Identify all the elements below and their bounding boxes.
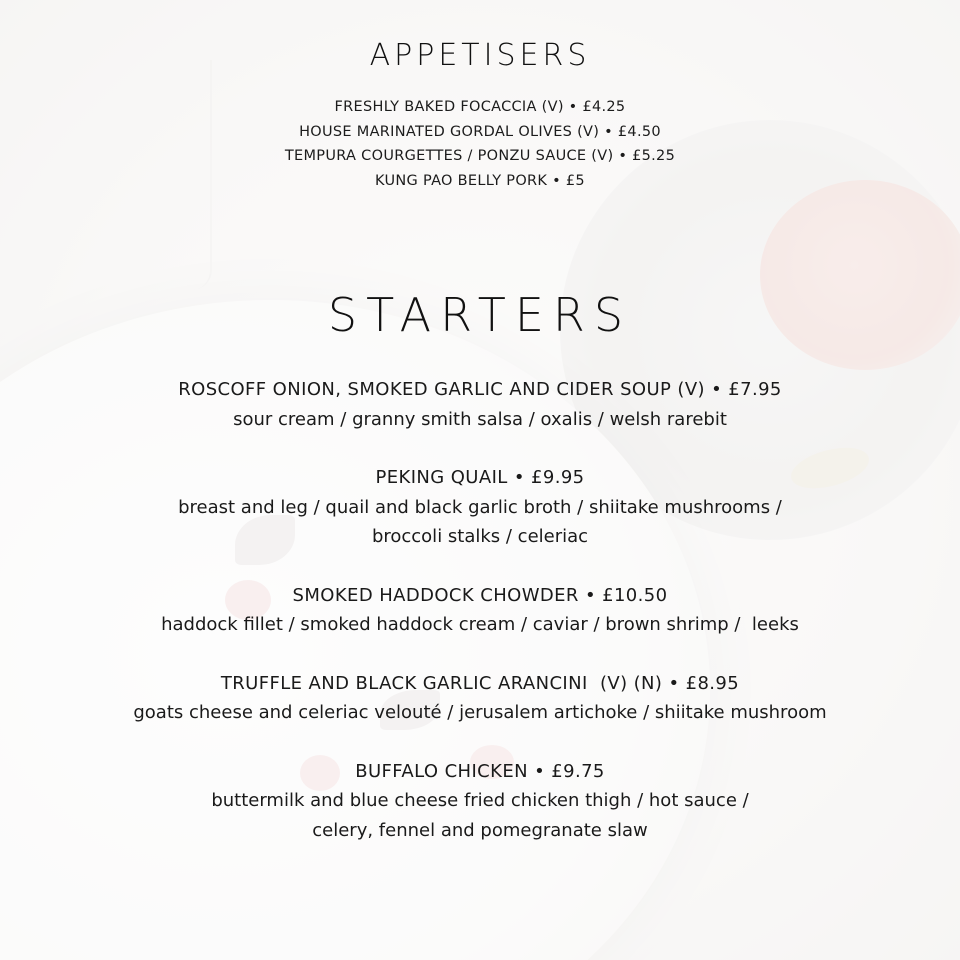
starter-description: haddock fillet / smoked haddock cream / caviar / brown shrimp / leeks [161, 614, 799, 635]
starter-name: PEKING QUAIL • £9.95 [375, 467, 585, 488]
appetiser-item: KUNG PAO BELLY PORK • £5 [375, 172, 585, 189]
starter-description: goats cheese and celeriac velouté / jerusalem artichoke / shiitake mushroom [133, 702, 827, 723]
starter-item [0, 669, 960, 728]
starter-name: BUFFALO CHICKEN • £9.75 [355, 760, 605, 782]
starter-item [0, 581, 960, 640]
starter-item [0, 757, 960, 846]
appetiser-item: TEMPURA COURGETTES / PONZU SAUCE (V) • £5.25 [284, 148, 676, 164]
starter-description: sour cream / granny smith salsa / oxalis / welsh rarebit [233, 408, 727, 430]
appetisers-list [0, 95, 960, 193]
starter-description: broccoli stalks / celeriac [371, 526, 589, 547]
starters-list [0, 375, 960, 874]
starter-item [0, 375, 960, 434]
starter-name: SMOKED HADDOCK CHOWDER • £10.50 [292, 584, 668, 606]
appetiser-item: FRESHLY BAKED FOCACCIA (V) • £4.25 [334, 99, 626, 115]
starter-description: breast and leg / quail and black garlic broth / shiitake mushrooms / [178, 496, 782, 518]
starter-description: celery, fennel and pomegranate slaw [312, 819, 648, 841]
appetiser-item: HOUSE MARINATED GORDAL OLIVES (V) • £4.50 [299, 123, 661, 140]
starter-description: buttermilk and blue cheese fried chicken thigh / hot sauce / [211, 790, 749, 811]
starter-name: TRUFFLE AND BLACK GARLIC ARANCINI (V) (N) • £8.95 [220, 672, 740, 694]
appetisers-heading: APPETISERS [369, 38, 591, 73]
starter-name: ROSCOFF ONION, SMOKED GARLIC AND CIDER SOUP (V) • £7.95 [178, 379, 782, 400]
starters-heading: STARTERS [327, 288, 633, 342]
starter-item [0, 463, 960, 552]
